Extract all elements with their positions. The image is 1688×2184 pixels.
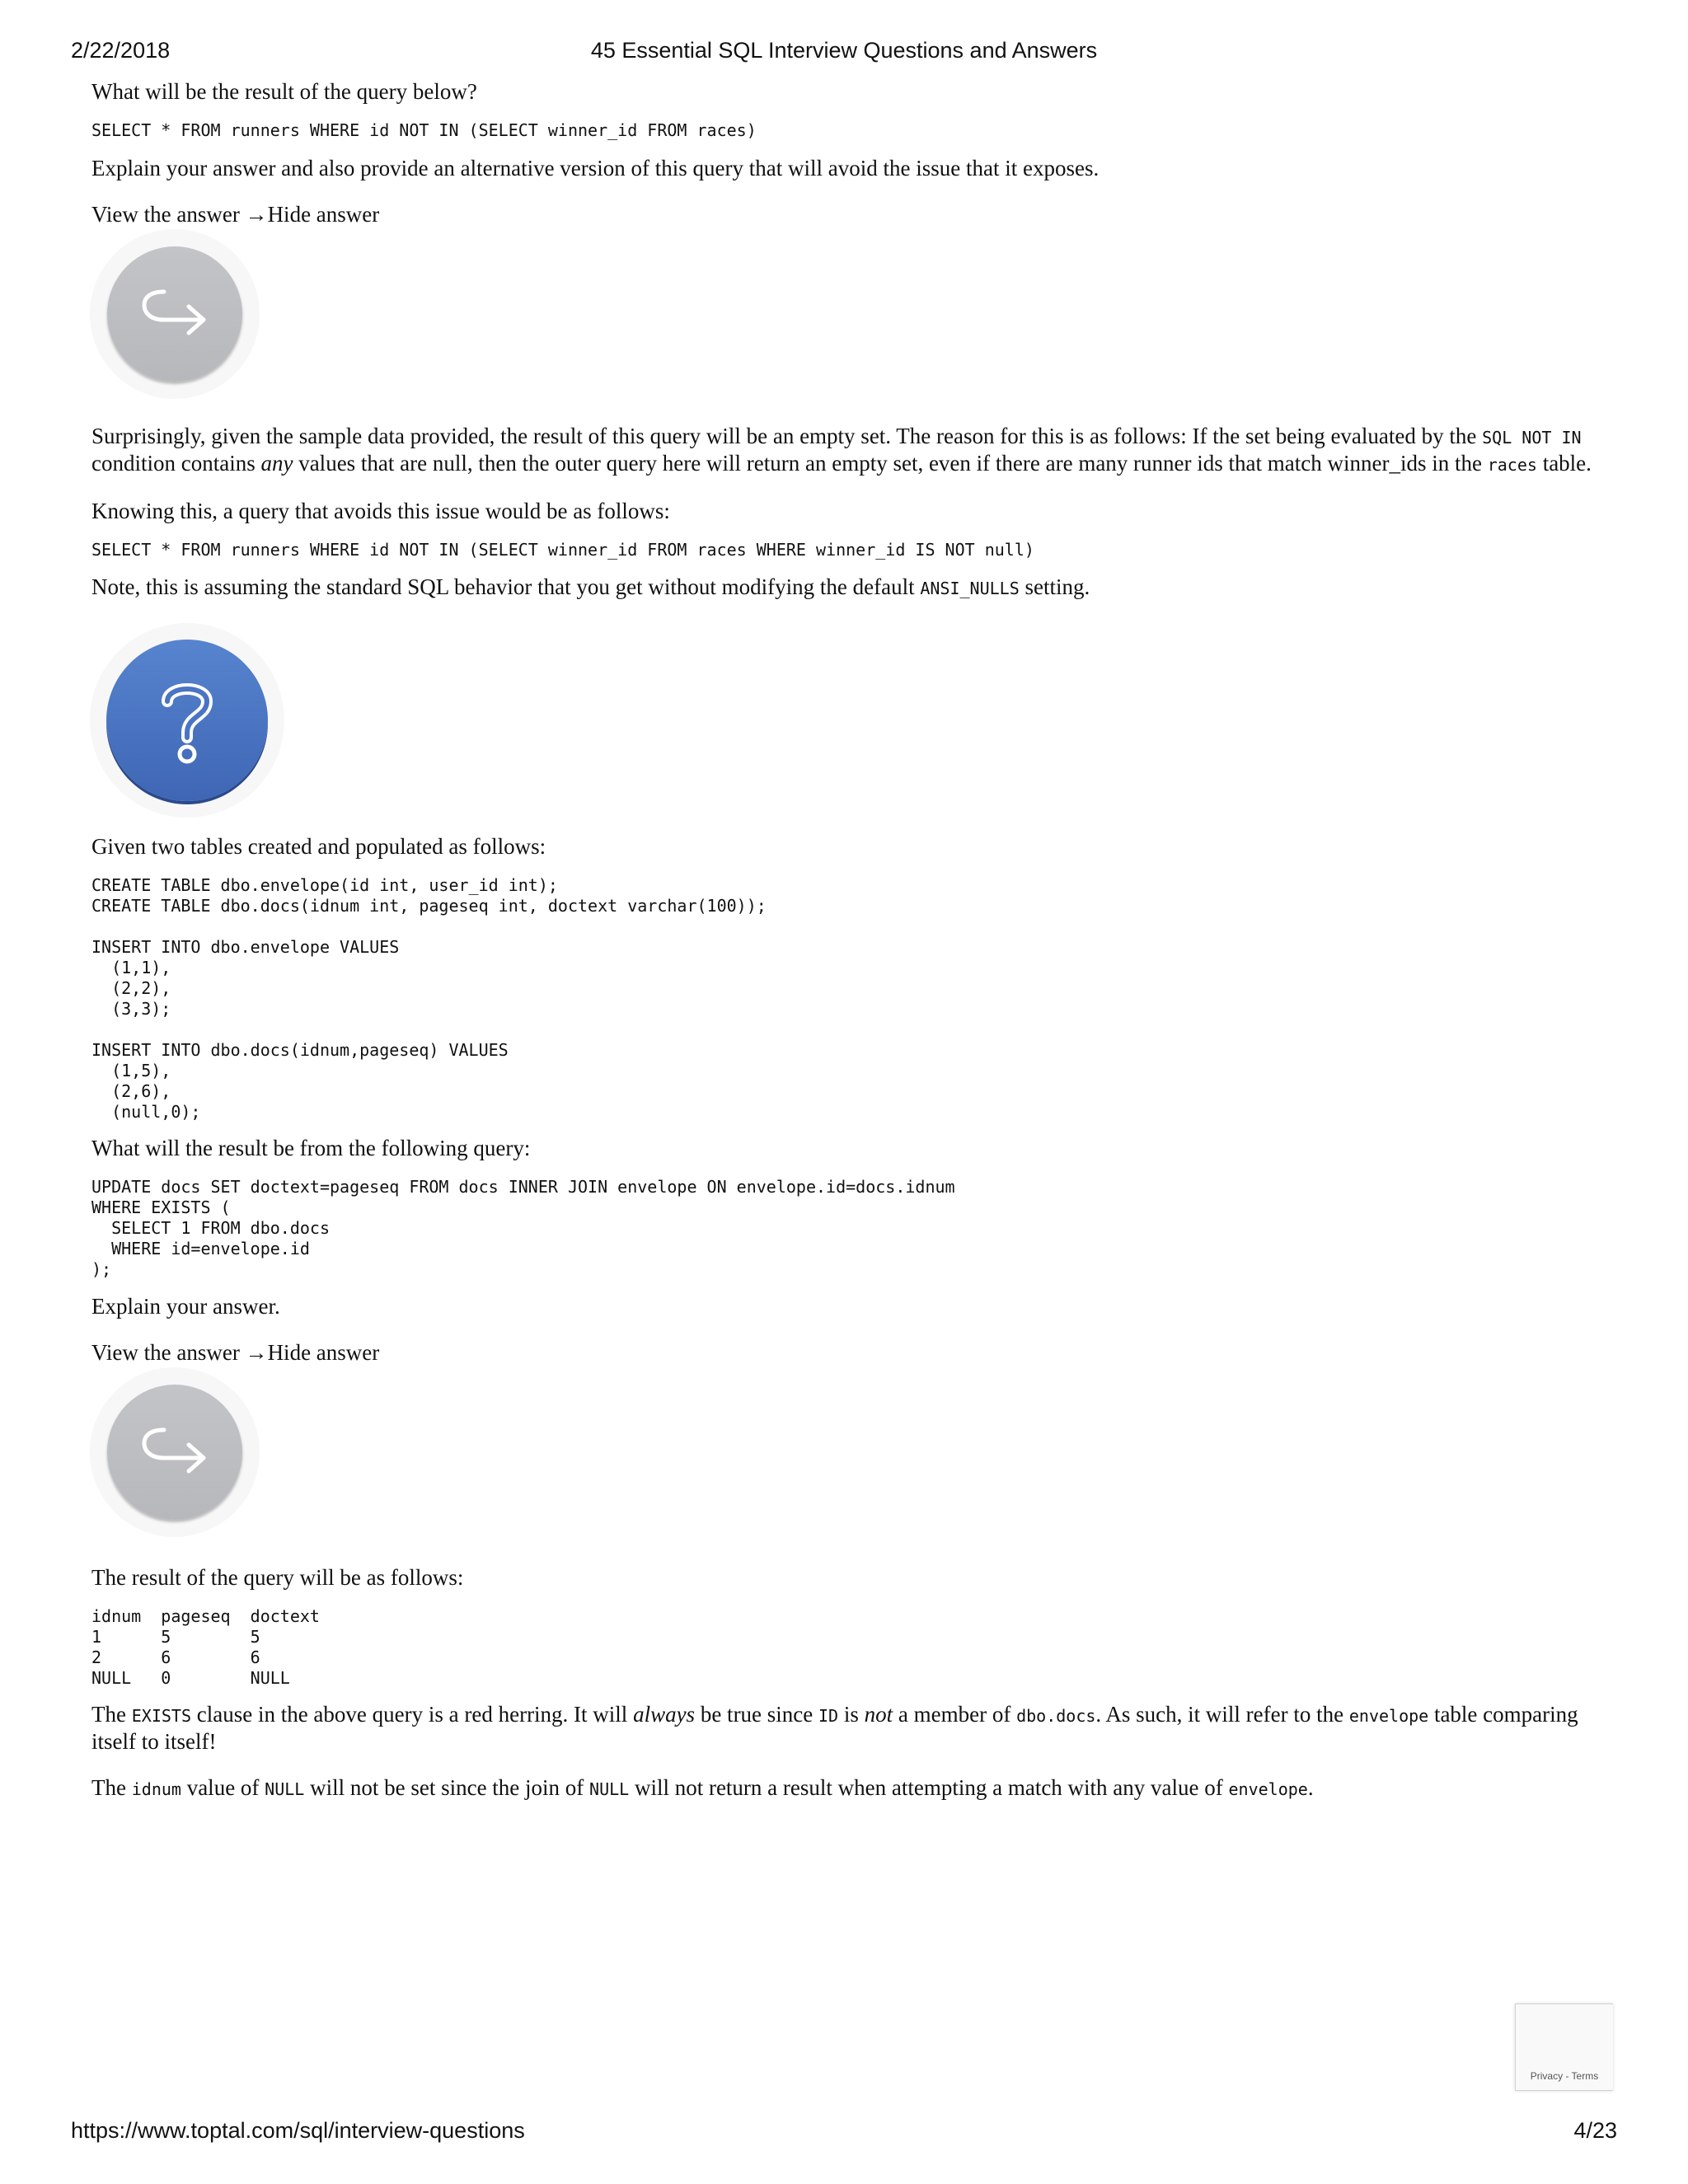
header-title: 45 Essential SQL Interview Questions and Answers [590, 38, 1098, 63]
footer-page-number: 4/23 [1573, 2118, 1617, 2143]
answer-badge [90, 1367, 260, 1537]
q1-answer-p1: Surprisingly, given the sample data provided, the result of this query will be an empty set. The reason for this is as follows: If the set being evaluated by the SQL NOT IN condition contains any values that are null, then the outer query here will return an empty set, even if there are many runner ids that match winner_ids in the races table. [91, 424, 1592, 476]
q2-result-table: idnum pageseq doctext 1 5 5 2 6 6 NULL 0 NULL [91, 1606, 320, 1688]
reply-arrow-icon [138, 1423, 212, 1481]
q1-answer-p2: Knowing this, a query that avoids this issue would be as follows: [91, 499, 670, 523]
q2-instruction: Explain your answer. [91, 1294, 280, 1319]
hide-answer-link[interactable]: Hide answer [267, 202, 380, 227]
q1-question: What will be the result of the query below? [91, 79, 477, 104]
header-date: 2/22/2018 [71, 38, 171, 63]
view-answer-link[interactable]: View the answer → [91, 202, 268, 227]
question-mark-icon [154, 675, 220, 766]
recaptcha-privacy-terms[interactable]: Privacy - Terms [1530, 2070, 1599, 2082]
q2-answer-toggle [91, 1340, 1625, 1366]
question-circle [106, 640, 268, 801]
q2-setup-code: CREATE TABLE dbo.envelope(id int, user_id int); CREATE TABLE dbo.docs(idnum int, pageseq int, doctext varchar(100)); INSERT INTO dbo.envelope VALUES (1,1), (2,2), (3,3); INSERT INTO dbo.docs(idnum,pageseq) VALUES (1,5), (2,6), (null,0); [91, 875, 767, 1122]
answer-circle [107, 1385, 242, 1520]
answer-badge [90, 229, 260, 399]
q2-answer-p3: The idnum value of NULL will not be set since the join of NULL will not return a result when attempting a match with any value of envelope. [91, 1775, 1314, 1800]
question-badge [90, 623, 284, 818]
q2-intro: Given two tables created and populated as follows: [91, 834, 546, 859]
view-answer-link[interactable]: View the answer → [91, 1340, 268, 1365]
q2-query-code: UPDATE docs SET doctext=pageseq FROM docs INNER JOIN envelope ON envelope.id=docs.idnum WHERE EXISTS ( SELECT 1 FROM dbo.docs WHERE id=envelope.id ); [91, 1177, 955, 1279]
q1-instruction: Explain your answer and also provide an alternative version of this query that will avoid the issue that it exposes. [91, 156, 1100, 180]
page-content [91, 76, 1625, 1802]
q1-answer-p3: Note, this is assuming the standard SQL behavior that you get without modifying the default ANSI_NULLS setting. [91, 574, 1090, 599]
q2-answer-p2: The EXISTS clause in the above query is a red herring. It will always be true since ID is not a member of dbo.docs. As such, it will refer to the envelope table comparing itself to itself! [91, 1702, 1578, 1754]
q2-question: What will the result be from the following query: [91, 1136, 531, 1160]
hide-answer-link[interactable]: Hide answer [267, 1340, 380, 1365]
q1-answer-toggle [91, 202, 1625, 227]
q2-answer-p1: The result of the query will be as follows: [91, 1565, 464, 1590]
q1-code: SELECT * FROM runners WHERE id NOT IN (SELECT winner_id FROM races) [91, 120, 757, 140]
q1-answer-code: SELECT * FROM runners WHERE id NOT IN (SELECT winner_id FROM races WHERE winner_id IS NOT null) [91, 540, 1034, 560]
answer-circle [107, 246, 242, 382]
recaptcha-badge[interactable] [1515, 2004, 1613, 2091]
footer-url: https://www.toptal.com/sql/interview-questions [71, 2118, 525, 2143]
reply-arrow-icon [138, 285, 212, 343]
